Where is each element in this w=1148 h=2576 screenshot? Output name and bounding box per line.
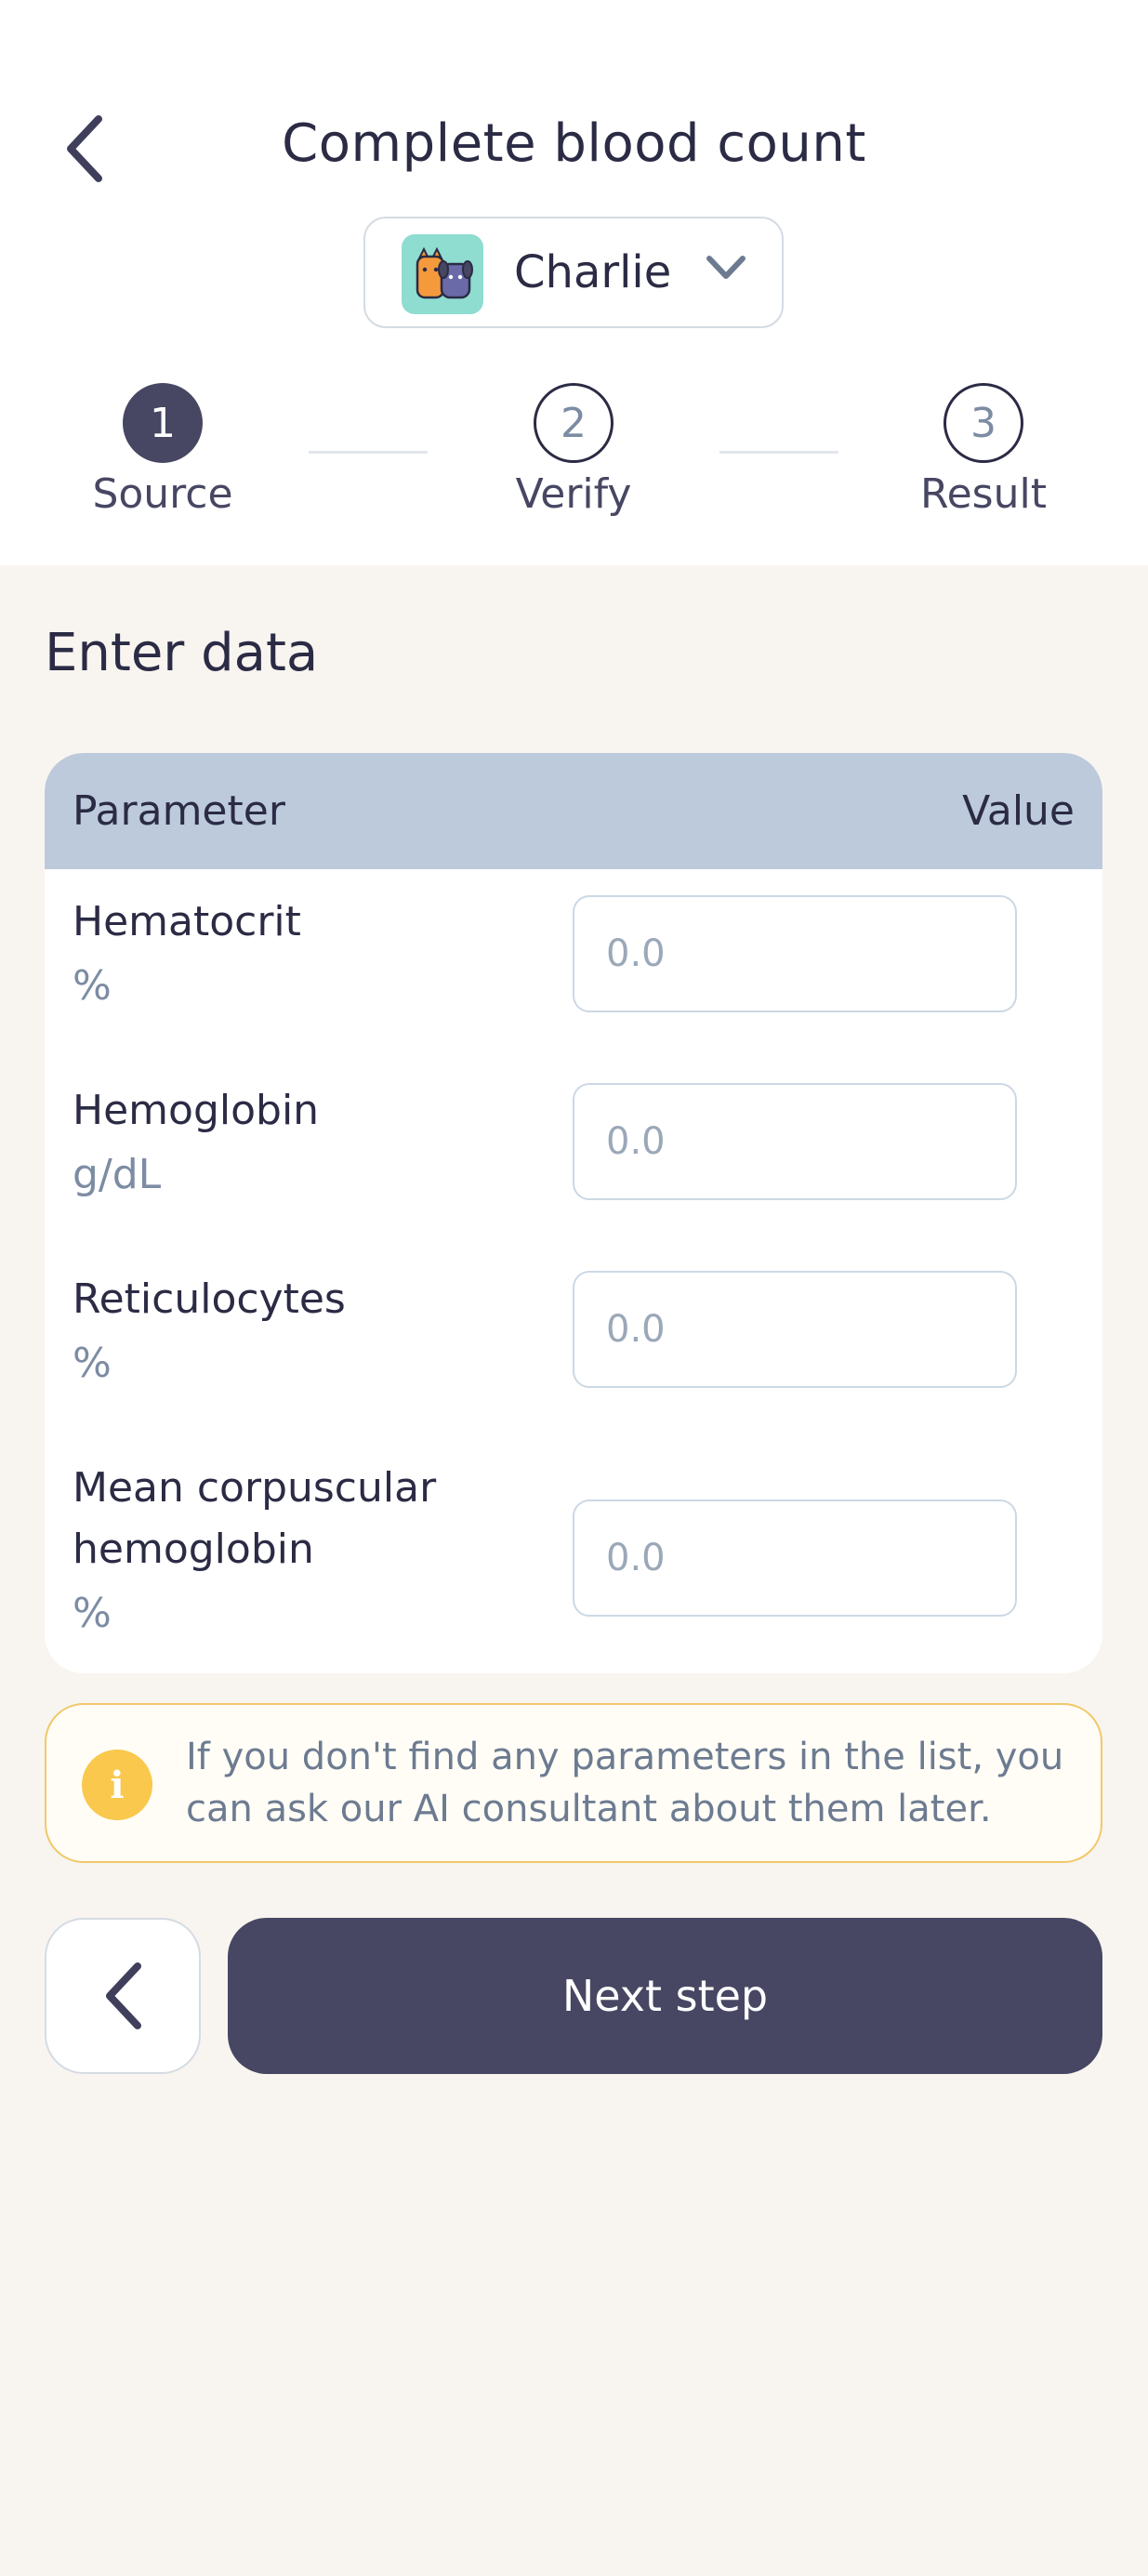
top-panel — [0, 0, 1148, 565]
step-result — [891, 383, 1076, 518]
step-connector — [719, 451, 838, 454]
value-input-mch[interactable] — [573, 1499, 1017, 1617]
parameter-unit: % — [73, 1590, 112, 1637]
parameter-unit: g/dL — [73, 1151, 162, 1198]
info-icon: i — [82, 1750, 152, 1820]
value-input-hemoglobin[interactable] — [573, 1083, 1017, 1200]
parameter-name: Mean corpuscular hemoglobin — [73, 1464, 437, 1573]
page-title: Complete blood count — [282, 113, 866, 174]
table-row — [45, 869, 1102, 1060]
column-header-value: Value — [962, 787, 1075, 835]
chevron-down-icon — [705, 254, 747, 282]
table-header — [45, 753, 1102, 869]
table-row — [45, 1250, 1102, 1441]
step-label: Source — [92, 470, 233, 518]
chevron-left-icon — [102, 1961, 143, 2031]
value-input-reticulocytes[interactable] — [573, 1271, 1017, 1388]
step-number: 2 — [534, 383, 614, 463]
table-row — [45, 1060, 1102, 1250]
parameter-unit: % — [73, 962, 112, 1010]
step-label: Result — [920, 470, 1047, 518]
parameter-name: Reticulocytes — [73, 1275, 346, 1323]
section-title: Enter data — [45, 623, 319, 683]
pets-avatar-icon — [402, 234, 483, 314]
next-step-button[interactable]: Next step — [228, 1918, 1102, 2074]
column-header-parameter: Parameter — [73, 787, 285, 835]
pet-name: Charlie — [514, 246, 672, 298]
step-label: Verify — [515, 470, 632, 518]
table-row — [45, 1441, 1102, 1673]
parameter-unit: % — [73, 1340, 112, 1387]
value-input-hematocrit[interactable] — [573, 895, 1017, 1012]
previous-step-button[interactable] — [45, 1918, 201, 2074]
step-source — [70, 383, 256, 518]
step-number: 1 — [123, 383, 203, 463]
info-text: If you don't find any parameters in the list, you can ask our AI consultant about them later. — [186, 1736, 1064, 1830]
parameter-table — [45, 753, 1102, 1673]
info-notice — [45, 1703, 1102, 1863]
stepper — [0, 383, 1148, 522]
parameter-name: Hematocrit — [73, 898, 301, 945]
step-connector — [309, 451, 428, 454]
step-number: 3 — [943, 383, 1023, 463]
parameter-name: Hemoglobin — [73, 1087, 320, 1134]
step-verify — [481, 383, 666, 518]
pet-selector[interactable] — [363, 217, 784, 328]
